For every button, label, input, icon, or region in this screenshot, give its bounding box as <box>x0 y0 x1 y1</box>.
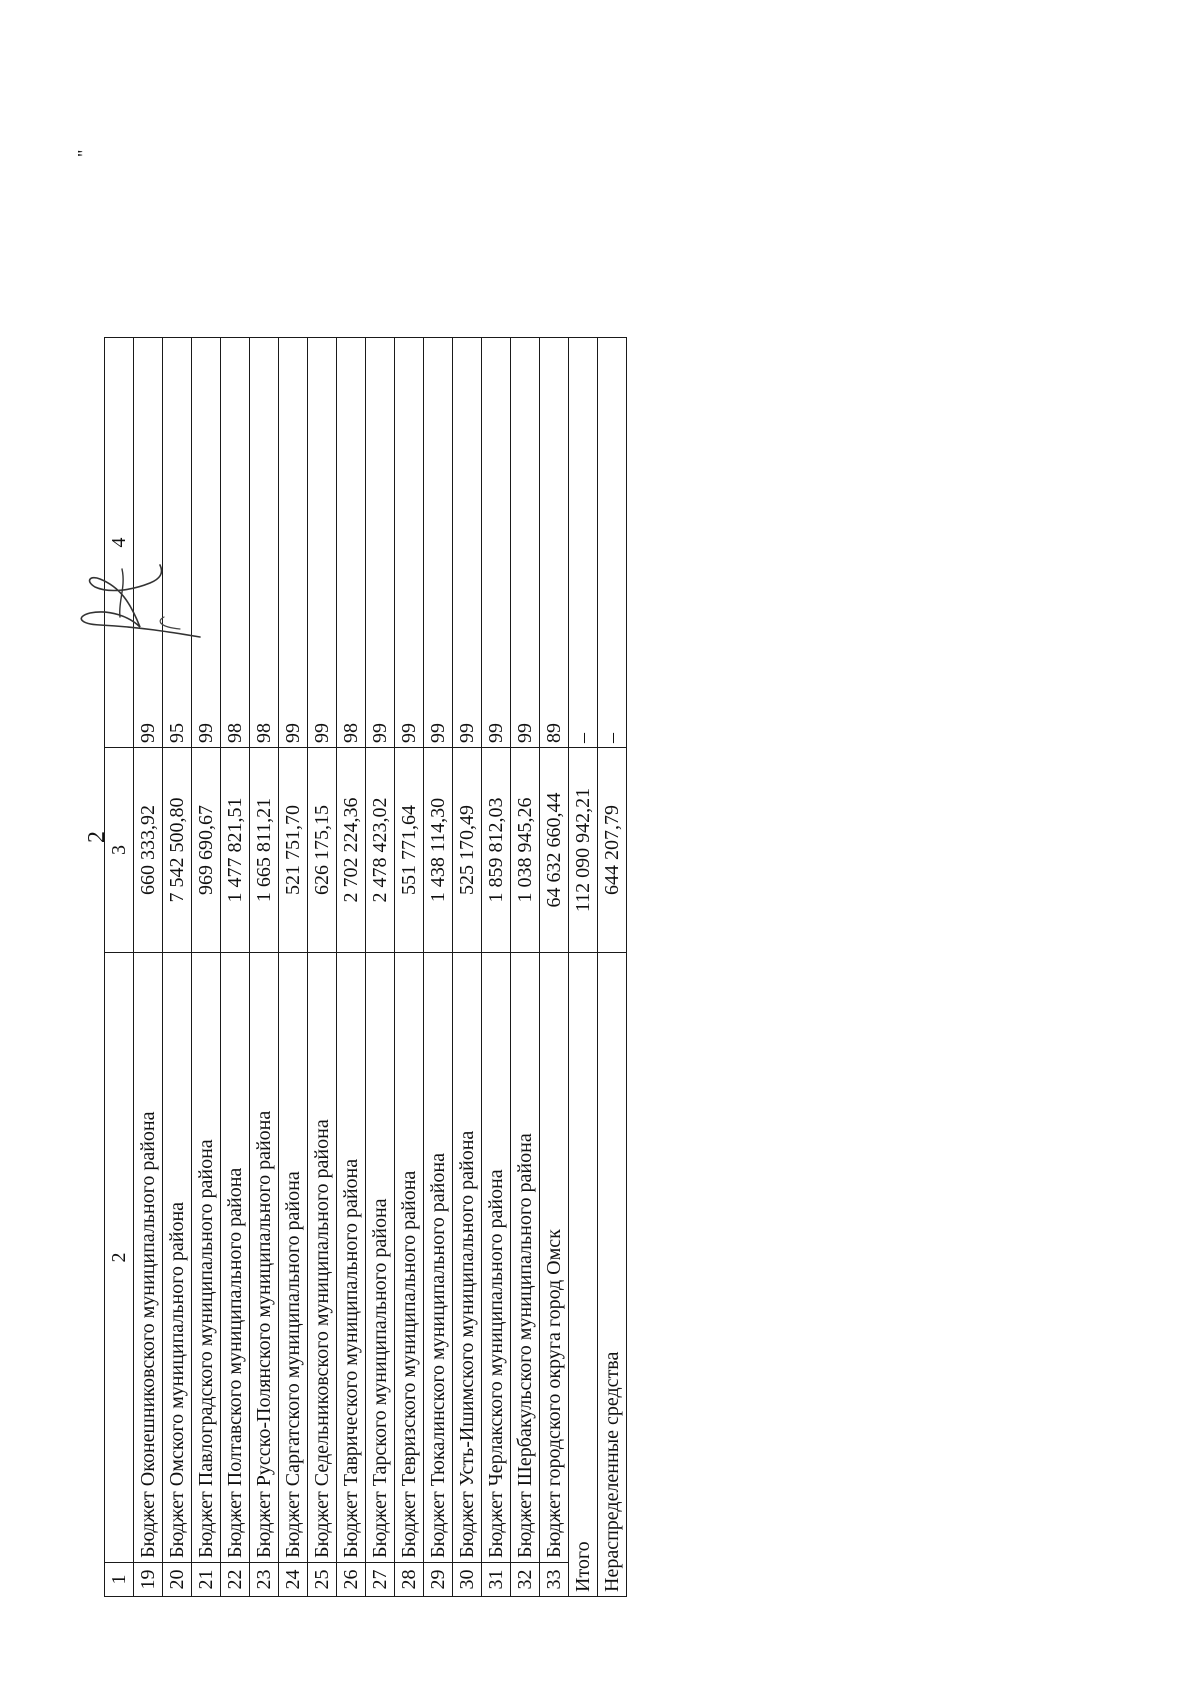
row-percent: 98 <box>221 338 250 748</box>
page-number: 2 <box>84 831 110 843</box>
row-sum: 626 175,15 <box>308 748 337 953</box>
row-sum: 969 690,67 <box>192 748 221 953</box>
table-row <box>308 338 337 1597</box>
row-name: Бюджет Седельниковского муниципального района <box>308 953 337 1563</box>
row-name: Бюджет Омского муниципального района <box>163 953 192 1563</box>
row-number: 19 <box>134 1563 163 1597</box>
row-percent: 99 <box>279 338 308 748</box>
row-percent: 99 <box>366 338 395 748</box>
row-number: 33 <box>540 1563 569 1597</box>
row-percent: 99 <box>453 338 482 748</box>
row-number: 21 <box>192 1563 221 1597</box>
table-row <box>279 338 308 1597</box>
row-percent: 99 <box>424 338 453 748</box>
row-percent: 99 <box>511 338 540 748</box>
row-name: Бюджет городского округа город Омск <box>540 953 569 1563</box>
row-sum: 525 170,49 <box>453 748 482 953</box>
table-row <box>453 338 482 1597</box>
row-sum: 551 771,64 <box>395 748 424 953</box>
row-percent: 95 <box>163 338 192 748</box>
row-number: 20 <box>163 1563 192 1597</box>
total-row <box>569 338 598 1597</box>
row-name: Бюджет Шербакульского муниципального района <box>511 953 540 1563</box>
row-sum: 2 478 423,02 <box>366 748 395 953</box>
table-row <box>221 338 250 1597</box>
signature-image <box>60 547 210 657</box>
header-col-1: 1 <box>105 1563 134 1597</box>
row-number: 28 <box>395 1563 424 1597</box>
total-row-label: Итого <box>569 953 598 1597</box>
row-name: Бюджет Усть-Ишимского муниципального района <box>453 953 482 1563</box>
closing-quote: " <box>74 149 94 157</box>
row-sum: 1 438 114,30 <box>424 748 453 953</box>
row-sum: 1 038 945,26 <box>511 748 540 953</box>
row-name: Бюджет Павлоградского муниципального района <box>192 953 221 1563</box>
row-name: Бюджет Полтавского муниципального района <box>221 953 250 1563</box>
row-percent: 99 <box>134 338 163 748</box>
row-percent: 98 <box>250 338 279 748</box>
table-row <box>540 338 569 1597</box>
table-row <box>395 338 424 1597</box>
unallocated-row-percent: – <box>598 338 627 748</box>
table-row <box>366 338 395 1597</box>
row-number: 31 <box>482 1563 511 1597</box>
row-percent: 99 <box>395 338 424 748</box>
header-col-3: 3 <box>105 748 134 953</box>
row-number: 24 <box>279 1563 308 1597</box>
unallocated-row <box>598 338 627 1597</box>
row-sum: 1 477 821,51 <box>221 748 250 953</box>
unallocated-row-sum: 644 207,79 <box>598 748 627 953</box>
row-name: Бюджет Черлакского муниципального района <box>482 953 511 1563</box>
row-number: 26 <box>337 1563 366 1597</box>
row-name: Бюджет Таврического муниципального района <box>337 953 366 1563</box>
row-sum: 64 632 660,44 <box>540 748 569 953</box>
row-name: Бюджет Оконешниковского муниципального района <box>134 953 163 1563</box>
row-sum: 1 859 812,03 <box>482 748 511 953</box>
row-name: Бюджет Саргатского муниципального района <box>279 953 308 1563</box>
rotated-content <box>40 37 1200 1697</box>
row-sum: 2 702 224,36 <box>337 748 366 953</box>
row-number: 25 <box>308 1563 337 1597</box>
row-number: 23 <box>250 1563 279 1597</box>
row-name: Бюджет Тевризского муниципального района <box>395 953 424 1563</box>
row-name: Бюджет Тарского муниципального района <box>366 953 395 1563</box>
row-sum: 1 665 811,21 <box>250 748 279 953</box>
row-sum: 7 542 500,80 <box>163 748 192 953</box>
table-row <box>192 338 221 1597</box>
row-sum: 521 751,70 <box>279 748 308 953</box>
row-percent: 89 <box>540 338 569 748</box>
table-row <box>163 338 192 1597</box>
table-row <box>482 338 511 1597</box>
row-name: Бюджет Русско-Полянского муниципального района <box>250 953 279 1563</box>
header-col-2: 2 <box>105 953 134 1563</box>
table-header-row <box>105 338 134 1597</box>
unallocated-row-label: Нераспределенные средства <box>598 953 627 1597</box>
row-percent: 99 <box>308 338 337 748</box>
table-row <box>134 338 163 1597</box>
total-row-sum: 112 090 942,21 <box>569 748 598 953</box>
table-row <box>250 338 279 1597</box>
row-percent: 99 <box>192 338 221 748</box>
table-row <box>511 338 540 1597</box>
row-percent: 99 <box>482 338 511 748</box>
row-number: 30 <box>453 1563 482 1597</box>
row-number: 22 <box>221 1563 250 1597</box>
table-row <box>337 338 366 1597</box>
row-number: 27 <box>366 1563 395 1597</box>
row-sum: 660 333,92 <box>134 748 163 953</box>
total-row-percent: – <box>569 338 598 748</box>
table-row <box>424 338 453 1597</box>
row-name: Бюджет Тюкалинского муниципального района <box>424 953 453 1563</box>
row-number: 29 <box>424 1563 453 1597</box>
row-percent: 98 <box>337 338 366 748</box>
header-col-4: 4 <box>105 338 134 748</box>
budget-table <box>104 337 627 1597</box>
row-number: 32 <box>511 1563 540 1597</box>
